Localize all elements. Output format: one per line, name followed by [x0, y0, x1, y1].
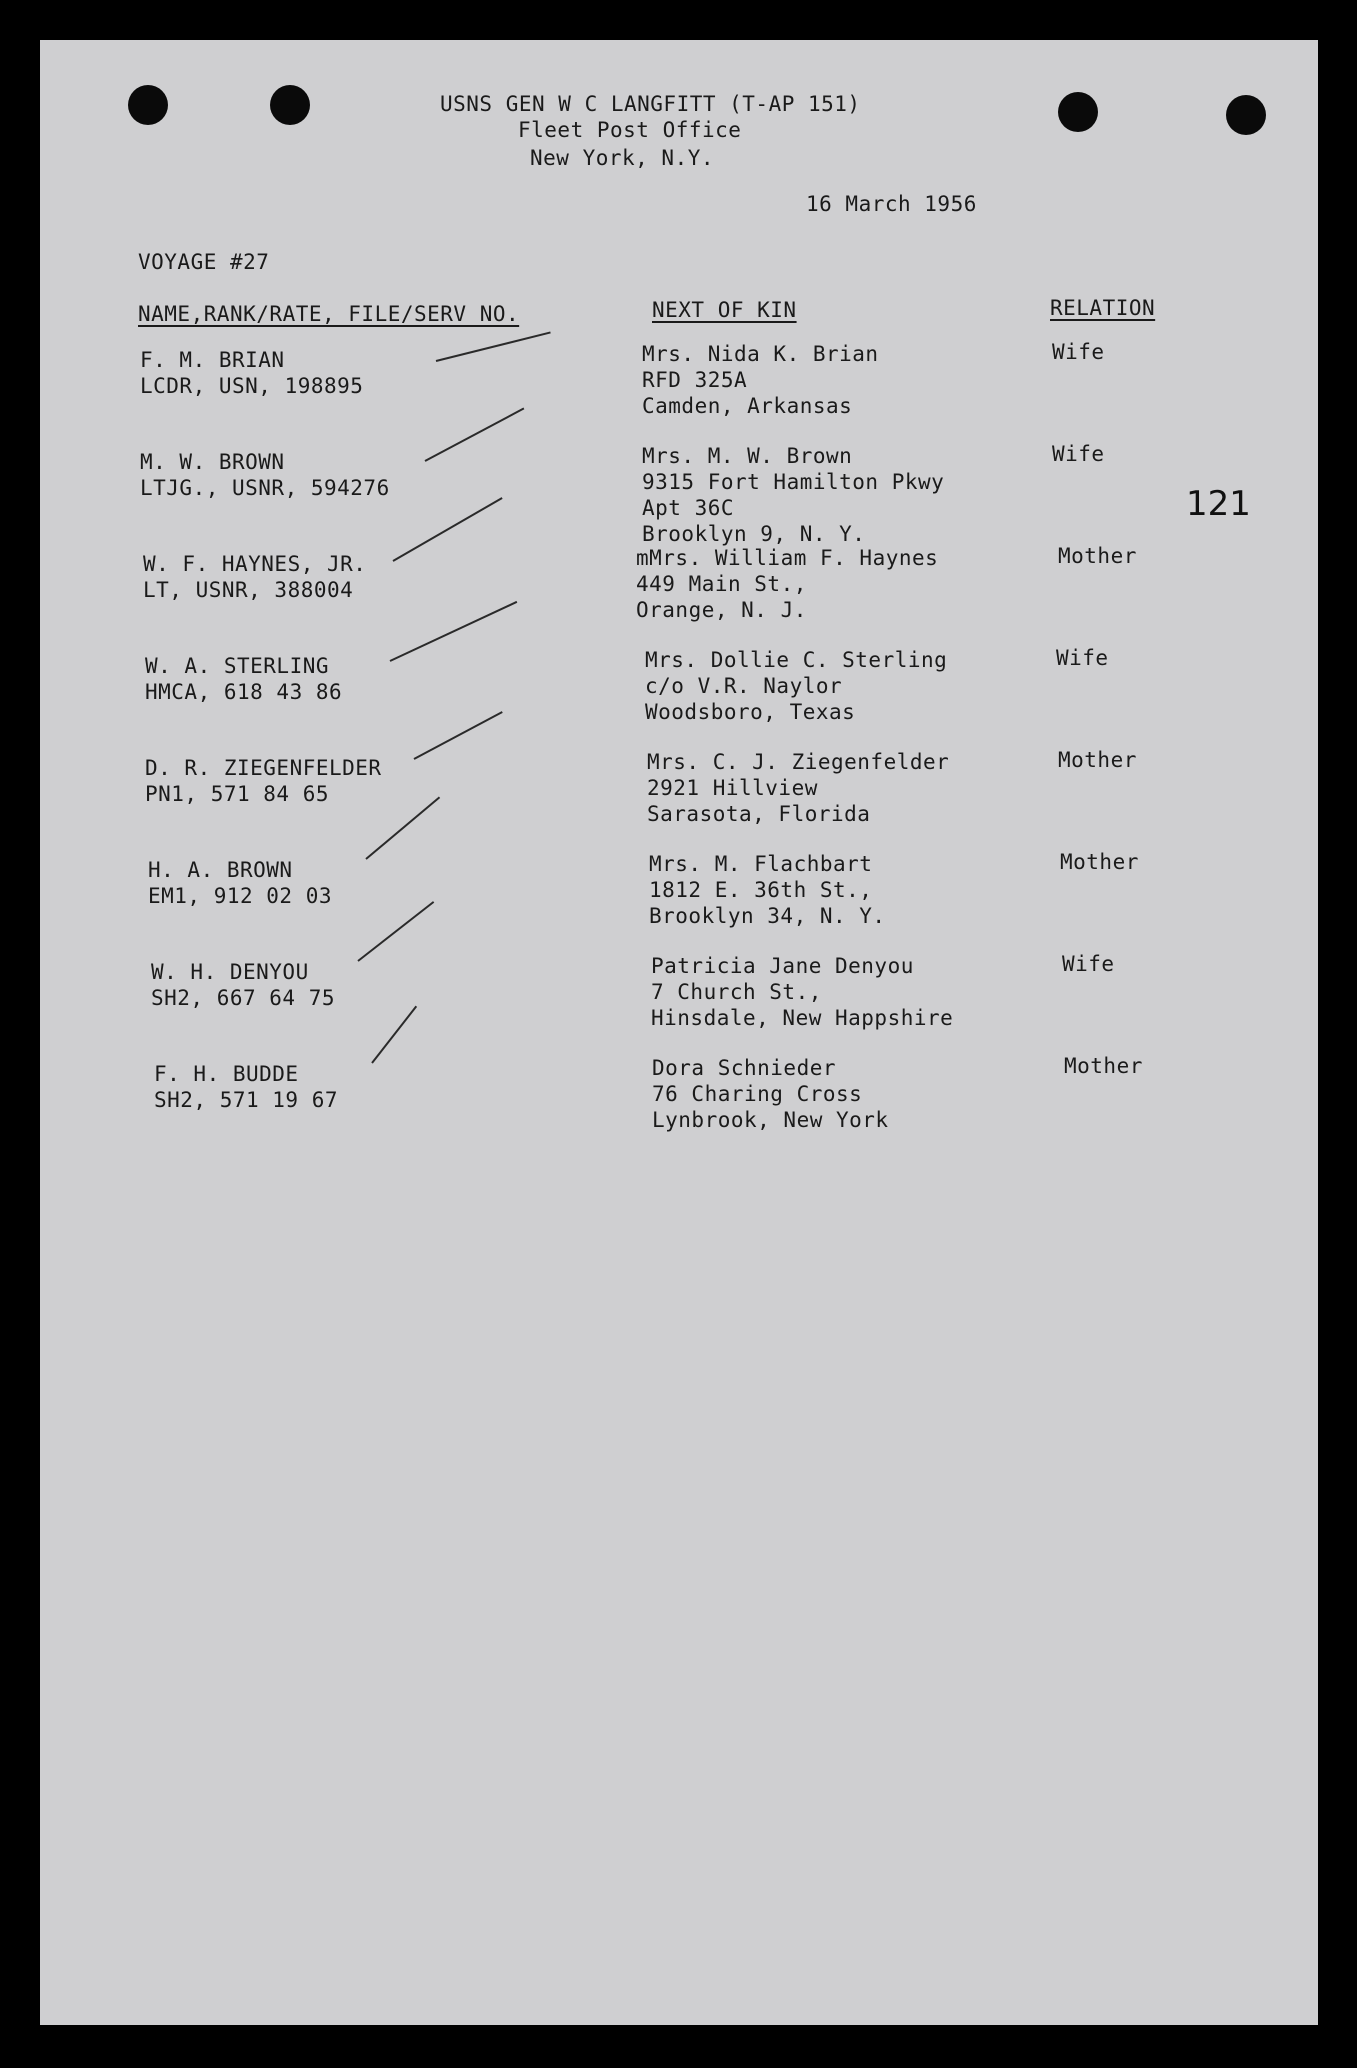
punch-hole — [270, 85, 310, 125]
entry-name: W. A. STERLING — [145, 654, 330, 678]
entry-rank-service-number: LTJG., USNR, 594276 — [140, 476, 390, 500]
pencil-tick-mark — [357, 901, 434, 962]
entry-relation: Mother — [1058, 748, 1137, 772]
next-of-kin-line: 7 Church St., — [651, 980, 822, 1004]
next-of-kin-line: Dora Schnieder — [652, 1056, 837, 1080]
entry-name: D. R. ZIEGENFELDER — [145, 756, 382, 780]
next-of-kin-line: Mrs. M. Flachbart — [649, 852, 873, 876]
next-of-kin-line: c/o V.R. Naylor — [645, 674, 843, 698]
pencil-tick-mark — [390, 601, 518, 662]
entry-name: F. H. BUDDE — [154, 1062, 299, 1086]
next-of-kin-line: Orange, N. J. — [636, 598, 807, 622]
entry-name: W. H. DENYOU — [151, 960, 309, 984]
entry-relation: Mother — [1060, 850, 1139, 874]
entry-rank-service-number: LCDR, USN, 198895 — [140, 374, 364, 398]
pencil-tick-mark — [425, 408, 525, 462]
entry-relation: Mother — [1064, 1054, 1143, 1078]
next-of-kin-line: Brooklyn 9, N. Y. — [642, 522, 866, 546]
next-of-kin-line: Sarasota, Florida — [647, 802, 871, 826]
document-date: 16 March 1956 — [806, 192, 977, 216]
page-number: 121 — [1186, 484, 1251, 524]
entry-relation: Wife — [1056, 646, 1109, 670]
next-of-kin-line: Lynbrook, New York — [652, 1108, 889, 1132]
next-of-kin-line: 2921 Hillview — [647, 776, 818, 800]
entry-relation: Wife — [1052, 340, 1105, 364]
entry-relation: Wife — [1062, 952, 1115, 976]
voyage-number: VOYAGE #27 — [138, 250, 270, 274]
entry-relation: Wife — [1052, 442, 1105, 466]
letterhead-line-3: New York, N.Y. — [530, 146, 715, 170]
entry-rank-service-number: HMCA, 618 43 86 — [145, 680, 343, 704]
next-of-kin-line: Camden, Arkansas — [642, 394, 853, 418]
entry-relation: Mother — [1058, 544, 1137, 568]
entry-name: M. W. BROWN — [140, 450, 285, 474]
next-of-kin-line: Patricia Jane Denyou — [651, 954, 914, 978]
next-of-kin-line: 76 Charing Cross — [652, 1082, 863, 1106]
pencil-tick-mark — [414, 711, 503, 760]
next-of-kin-line: Hinsdale, New Happshire — [651, 1006, 954, 1030]
next-of-kin-line: Mrs. Dollie C. Sterling — [645, 648, 948, 672]
pencil-tick-mark — [371, 1006, 417, 1064]
pencil-tick-mark — [436, 331, 551, 361]
column-header-kin: NEXT OF KIN — [652, 298, 797, 322]
next-of-kin-line: 9315 Fort Hamilton Pkwy — [642, 470, 945, 494]
next-of-kin-line: Mrs. Nida K. Brian — [642, 342, 879, 366]
punch-hole — [1058, 92, 1098, 132]
next-of-kin-line: RFD 325A — [642, 368, 748, 392]
entry-rank-service-number: LT, USNR, 388004 — [143, 578, 354, 602]
entry-rank-service-number: EM1, 912 02 03 — [148, 884, 333, 908]
next-of-kin-line: 1812 E. 36th St., — [649, 878, 873, 902]
next-of-kin-line: mMrs. William F. Haynes — [636, 546, 939, 570]
pencil-tick-mark — [393, 497, 503, 562]
next-of-kin-line: Mrs. C. J. Ziegenfelder — [647, 750, 950, 774]
punch-hole — [128, 85, 168, 125]
next-of-kin-line: Mrs. M. W. Brown — [642, 444, 853, 468]
document-page — [40, 40, 1318, 2025]
entry-name: F. M. BRIAN — [140, 348, 285, 372]
entry-rank-service-number: SH2, 571 19 67 — [154, 1088, 339, 1112]
entry-rank-service-number: SH2, 667 64 75 — [151, 986, 336, 1010]
next-of-kin-line: Apt 36C — [642, 496, 735, 520]
next-of-kin-line: Woodsboro, Texas — [645, 700, 856, 724]
pencil-tick-mark — [365, 797, 440, 860]
letterhead-line-1: USNS GEN W C LANGFITT (T-AP 151) — [440, 92, 861, 116]
next-of-kin-line: 449 Main St., — [636, 572, 807, 596]
punch-hole — [1226, 95, 1266, 135]
column-header-name: NAME,RANK/RATE, FILE/SERV NO. — [138, 302, 520, 326]
entry-name: H. A. BROWN — [148, 858, 293, 882]
entry-name: W. F. HAYNES, JR. — [143, 552, 367, 576]
next-of-kin-line: Brooklyn 34, N. Y. — [649, 904, 886, 928]
entry-rank-service-number: PN1, 571 84 65 — [145, 782, 330, 806]
letterhead-line-2: Fleet Post Office — [518, 118, 742, 142]
column-header-relation: RELATION — [1050, 296, 1156, 320]
